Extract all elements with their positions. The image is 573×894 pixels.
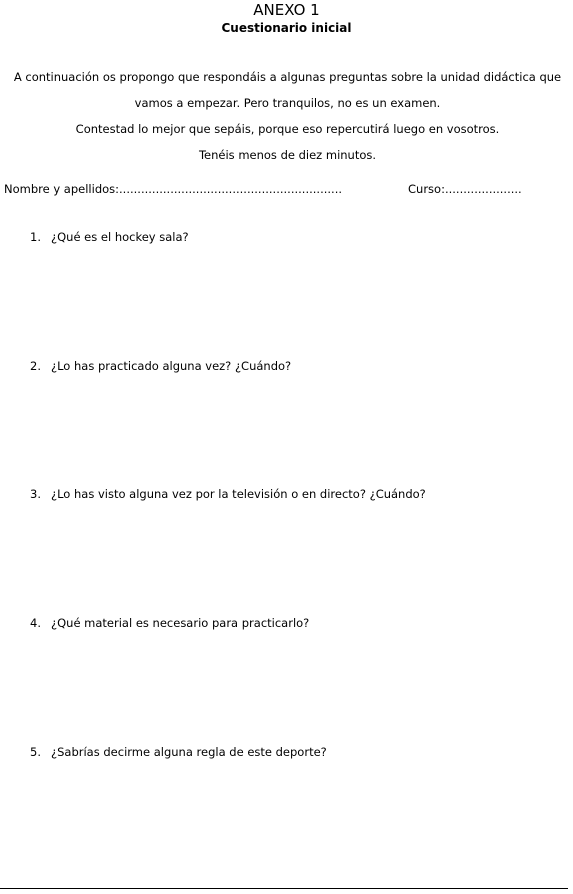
document-subtitle: Cuestionario inicial: [221, 21, 352, 35]
course-field-label: Curso:.....................: [408, 182, 522, 196]
question-text: ¿Sabrías decirme alguna regla de este deporte?: [51, 745, 327, 759]
intro-line: Contestad lo mejor que sepáis, porque eso repercutirá luego en vosotros.: [75, 122, 500, 136]
name-field-label: Nombre y apellidos:.............................................................: [4, 182, 343, 196]
question-number: 2.: [30, 359, 41, 373]
intro-line: vamos a empezar. Pero tranquilos, no es un examen.: [134, 96, 441, 110]
question-number: 3.: [30, 487, 41, 501]
question-number: 4.: [30, 616, 41, 630]
question-text: ¿Lo has visto alguna vez por la televisión o en directo? ¿Cuándo?: [51, 487, 426, 501]
intro-line: A continuación os propongo que respondáis a algunas preguntas sobre la unidad didáctica que: [13, 70, 562, 84]
page-bottom-divider: [0, 888, 568, 889]
question-number: 5.: [30, 745, 41, 759]
question-text: ¿Qué es el hockey sala?: [51, 230, 189, 244]
question-text: ¿Lo has practicado alguna vez? ¿Cuándo?: [51, 359, 292, 373]
document-title: ANEXO 1: [253, 1, 320, 19]
question-number: 1.: [30, 230, 41, 244]
intro-line: Tenéis menos de diez minutos.: [198, 148, 377, 162]
intro-paragraph: [6, 64, 569, 168]
question-text: ¿Qué material es necesario para practicarlo?: [51, 616, 310, 630]
